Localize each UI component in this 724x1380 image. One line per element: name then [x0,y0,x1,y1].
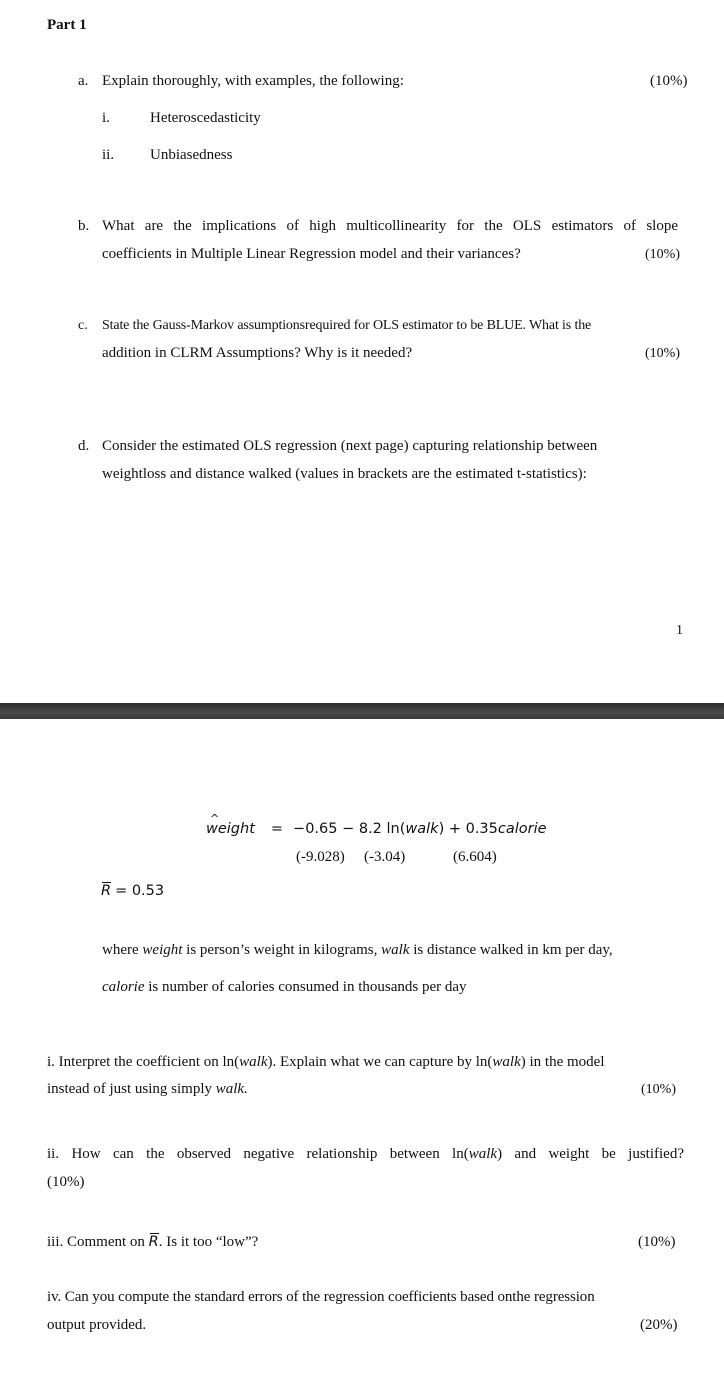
equation-lhs: ^ weight [206,821,255,837]
question-iii-line: iii. Comment on R. Is it too “low”? [47,1234,259,1250]
equation-rhs-part: −0.65 − 8.2 ln( [293,821,406,837]
question-i-line: i. Interpret the coefficient on ln(walk). Explain what we can capture by ln(walk) in the model [47,1054,605,1070]
definition-line: calorie is number of calories consumed in thousands per day [102,979,467,995]
t-statistic: (6.604) [453,849,497,865]
page-divider [0,703,724,719]
definition-line: where weight is person’s weight in kilograms, walk is distance walked in km per day, [102,942,613,958]
equation-var-walk: walk [405,821,439,837]
r-bar-symbol: R [148,1234,159,1250]
question-b-line: coefficients in Multiple Linear Regression model and their variances? [102,246,521,262]
question-a-text: Explain thoroughly, with examples, the following: [102,73,404,89]
question-c-line: State the Gauss-Markov assumptionsrequired for OLS estimator to be BLUE. What is the [102,318,592,333]
question-a-item-number: ii. [102,147,115,163]
t-statistic: (-3.04) [364,849,406,865]
question-b-marker: b. [78,218,90,234]
question-iii-percent: (10%) [638,1234,676,1250]
question-ii-line: ii. How can the observed negative relationship between ln(walk) and weight be justified? [47,1146,684,1162]
regression-equation [206,820,547,838]
r-bar-symbol: R [101,883,112,899]
r-squared-value: = 0.53 [115,883,165,899]
equation-rhs-part: ) + 0.35 [438,821,498,837]
question-a-item-label: Unbiasedness [150,147,233,163]
page-number: 1 [676,623,683,638]
question-iv-line: output provided. [47,1317,147,1333]
r-squared [101,882,164,900]
question-b-line: What are the implications of high multicollinearity for the OLS estimators of slope [102,218,678,234]
question-i-line: instead of just using simply walk. [47,1081,248,1097]
question-i-percent: (10%) [641,1082,676,1097]
question-iv-percent: (20%) [640,1317,678,1333]
part-title: Part 1 [47,17,87,33]
t-statistic: (-9.028) [296,849,345,865]
question-d-line: weightloss and distance walked (values in brackets are the estimated t-statistics): [102,466,587,482]
question-d-marker: d. [78,438,90,454]
question-c-line: addition in CLRM Assumptions? Why is it needed? [102,345,413,361]
question-c-marker: c. [78,318,88,333]
question-a-percent: (10%) [650,73,688,89]
equation-equals: = [270,821,284,837]
question-a-item-number: i. [102,110,110,126]
question-a-item-label: Heteroscedasticity [150,110,261,126]
question-b-percent: (10%) [645,247,680,262]
question-c-percent: (10%) [645,346,680,361]
question-d-line: Consider the estimated OLS regression (next page) capturing relationship between [102,438,598,454]
equation-var-calorie: calorie [497,821,547,837]
question-ii-percent: (10%) [47,1174,85,1190]
question-iv-line: iv. Can you compute the standard errors of the regression coefficients based onthe regression [47,1289,595,1305]
question-a-marker: a. [78,73,89,89]
